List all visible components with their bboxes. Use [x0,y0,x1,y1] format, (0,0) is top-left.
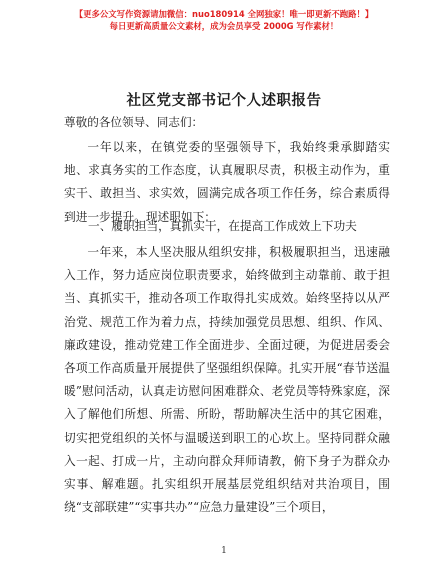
section-1-heading: 一、履职担当，真抓实干，在提高工作成效上下功夫 [88,219,357,233]
page-number: 1 [221,546,227,556]
section-1-body: 一年来，本人坚决服从组织安排，积极履职担当，迅速融入工作，努力适应岗位职责要求，始终做到主动靠前、敢于担当、真抓实干，推动各项工作取得扎实成效。始终坚持以从严治党、规范工作为着力点，持续加强党员思想、组织、作风、廉政建设，推动党建工作全面进步、全面过硬，为促进居委会各项工作高质量开展提供了坚强组织保障。扎实开展“春节送温暖”慰问活动，认真走访慰问困难群众、老党员等特殊家庭，深入了解他们所想、所需、所盼，帮助解决生活中的其它困难，切实把党组织的关怀与温暖送到职工的心坎上。坚持同群众融入一起、打成一片，主动向群众拜师请教，俯下身子为群众办实事、解难题。扎实组织开展基层党组织结对共治项目，围绕“支部联建”“实事共办”“应急力量建设”三个项目， [64,245,390,515]
promo-banner-line-2: 每日更新高质量公文素材，成为会员享受 2000G 写作素材！ [109,21,339,31]
promo-banner-line-1: 【更多公文写作资源请加微信：nuo180914 全网独家！唯一即更新不跑路！】 [74,9,374,19]
salutation: 尊敬的各位领导、同志们： [64,115,204,129]
intro-paragraph: 一年以来，在镇党委的坚强领导下，我始终秉承脚踏实地、求真务实的工作态度，认真履职尽责，积极主动作为，重实干、敢担当、求实效，圆满完成各项工作任务，综合素质得到进一步提升。现述职如下： [64,140,390,224]
promo-banner [0,8,448,32]
document-title: 社区党支部书记个人述职报告 [126,93,322,109]
